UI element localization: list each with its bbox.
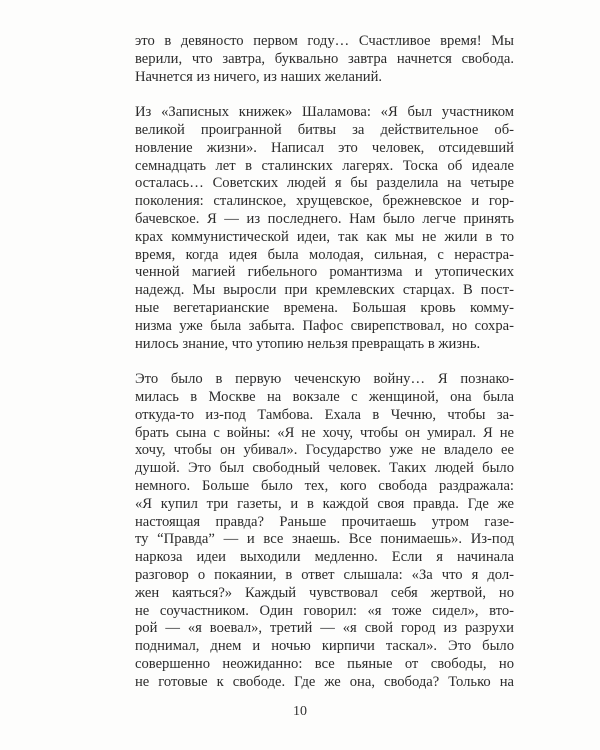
text-line: низма уже была забыта. Пафос свирепствовал, но сохра- [135,317,514,334]
text-line: Начнется из ничего, из наших желаний. [135,68,383,85]
text-line: «Я купил три газеты, и в каждой своя правда. Где же [135,495,514,512]
text-line: это в девяносто первом году… Счастливое время! Мы [135,33,514,49]
text-line: жен каяться?» Каждый чувствовал себя жертвой, но [135,584,514,601]
text-line: поколения: сталинское, хрущевское, брежневское и гор- [135,193,514,210]
text-line: не готовые к свободе. Где же она, свобода? Только на [135,673,514,690]
text-line: разговор о покаянии, в ответ слышала: «За что я дол- [135,566,514,583]
paragraph [135,371,514,691]
text-line: нилось знание, что утопию нельзя превращать в жизнь. [135,335,481,352]
text-line: откуда-то из-под Тамбова. Ехала в Чечню, чтобы за- [135,406,514,423]
text-line: наркоза идеи выходили медленно. Если я начинала [135,549,514,566]
text-line: осталась… Советских людей я бы разделила на четыре [135,175,514,192]
text-line: ные вегетарианские времена. Большая кровь комму- [135,299,514,316]
text-line: милась в Москве на вокзале с женщиной, она была [135,388,514,405]
text-line: крах коммунистической идеи, так как мы не жили в то [135,228,514,245]
page-number: 10 [293,704,307,719]
text-line: Это было в первую чеченскую войну… Я познако- [135,371,514,388]
text-line: время, когда идея была молодая, сильная, с нерастра- [135,246,514,263]
text-line: не соучастником. Один говорил: «я тоже сидел», вто- [135,602,514,619]
text-line: хочу, чтобы он убивал». Государство уже не владело ее [135,442,514,459]
text-line: новление жизни». Написал это человек, отсидевший [135,139,514,156]
text-line: совершенно неожиданно: все пьяные от свободы, но [135,655,514,672]
text-line: брать сына с войны: «Я не хочу, чтобы он умирал. Я не [135,424,514,441]
text-line: душой. Это был свободный человек. Таких людей было [135,460,514,477]
text-line: семнадцать лет в сталинских лагерях. Тоска об идеале [135,157,514,174]
paragraph [135,33,514,86]
text-line: настоящая правда? Раньше прочитаешь утром газе- [135,513,514,530]
text-line: великой проигранной битвы за действительное об- [135,121,514,138]
text-line: поднимал, днем и ночью кирпичи таскал». Это было [135,638,514,655]
text-line: бачевское. Я — из последнего. Нам было легче принять [135,210,514,227]
text-line: Из «Записных книжек» Шаламова: «Я был участником [135,104,514,121]
text-line: немного. Больше было тех, кого свобода раздражала: [135,477,514,494]
paragraph [135,104,514,353]
text-line: надежд. Мы выросли при кремлевских старцах. В пост- [135,282,514,299]
text-line: рой — «я воевал», третий — «я свой город из разрухи [135,620,514,637]
text-line: ченной магией гибельного романтизма и утопических [135,264,514,281]
text-line: ту “Правда” — и все знаешь. Все понимаешь». Из-под [135,531,514,548]
page-body [135,33,514,709]
text-line: верили, что завтра, буквально завтра начнется свобода. [135,50,514,67]
